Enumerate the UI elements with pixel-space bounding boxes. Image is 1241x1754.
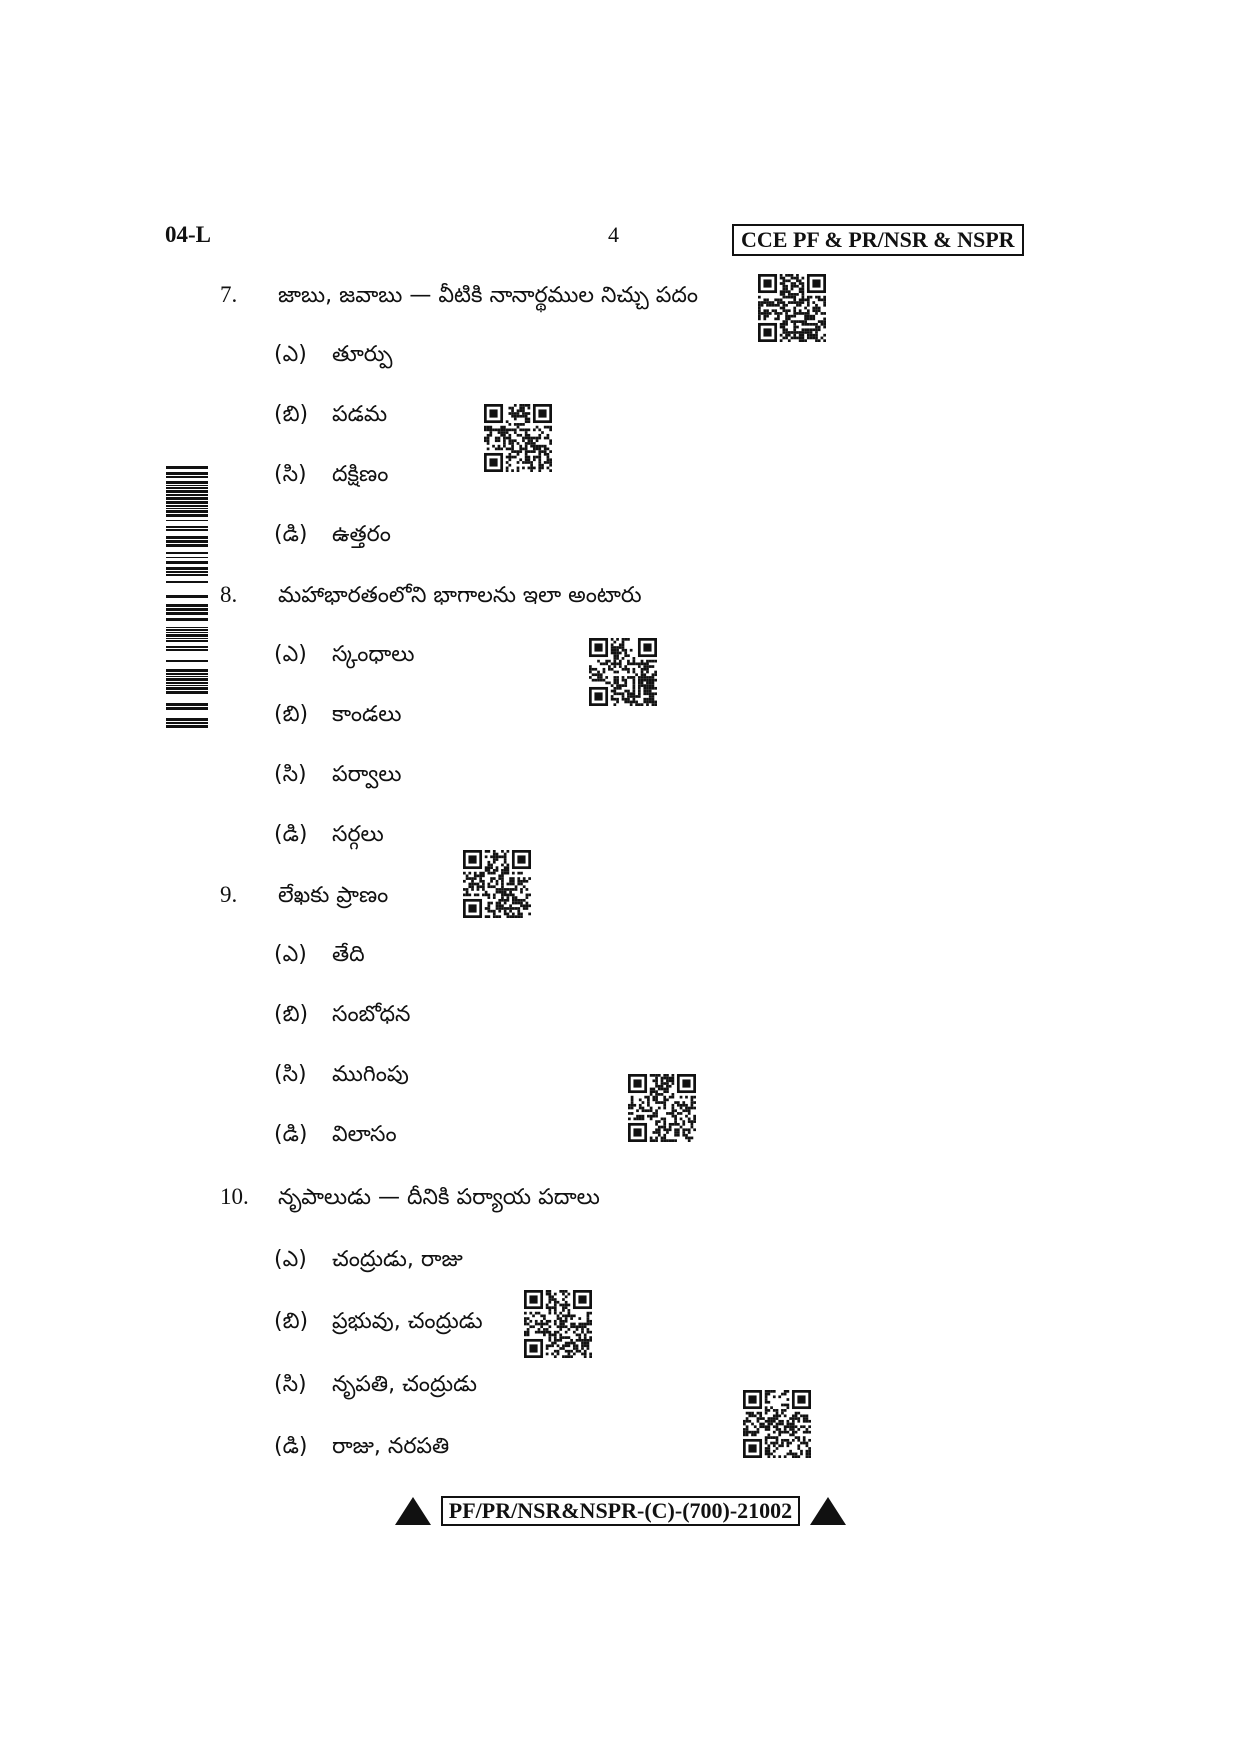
option-text: చంద్రుడు, రాజు [332,1247,463,1272]
question-number: 10. [220,1184,249,1209]
option-text: పడమ [332,402,388,427]
option-label: (బి) [274,1002,309,1027]
question-text: లేఖకు ప్రాణం [278,883,389,908]
footer-code: PF/PR/NSR&NSPR-(C)-(700)-21002 [441,1496,800,1526]
barcode-image [166,466,208,728]
qr-code-icon [484,404,552,472]
question-number: 8. [220,582,238,607]
option-label: (డి) [274,1122,308,1147]
qr-code-icon [743,1390,811,1458]
option-label: (ఎ) [274,1247,307,1272]
option-text: ప్రభువు, చంద్రుడు [332,1309,483,1334]
question-10 [220,1182,600,1213]
option-b[interactable] [274,1307,483,1337]
option-text: రాజు, నరపతి [332,1434,450,1459]
option-a[interactable] [274,340,392,370]
option-text: ఉత్తరం [332,522,391,547]
option-label: (డి) [274,1434,308,1459]
option-text: స్కంధాలు [332,642,415,667]
option-label: (డి) [274,522,308,547]
option-label: (సి) [274,1372,307,1397]
qr-code-icon [524,1290,592,1358]
option-label: (సి) [274,462,307,487]
option-d[interactable] [274,1432,449,1462]
option-label: (ఎ) [274,942,307,967]
paper-code: 04-L [165,222,211,247]
triangle-icon [395,1497,431,1525]
option-a[interactable] [274,1245,463,1275]
question-text: నృపాలుడు — దీనికి పర్యాయ పదాలు [278,1185,600,1210]
question-7 [220,280,698,311]
option-text: కాండలు [332,702,402,727]
option-text: సర్గలు [332,822,384,847]
question-text: మహాభారతంలోని భాగాలను ఇలా అంటారు [278,583,642,608]
option-label: (సి) [274,1062,307,1087]
option-text: దక్షిణం [332,462,389,487]
option-b[interactable] [274,700,401,730]
option-text: విలాసం [332,1122,397,1147]
option-text: పర్వాలు [332,762,402,787]
question-number: 9. [220,882,238,907]
option-label: (ఎ) [274,342,307,367]
question-text: జాబు, జవాబు — వీటికి నానార్థముల నిచ్చు పదం [278,283,699,308]
page-number: 4 [608,222,619,247]
option-b[interactable] [274,1000,411,1030]
question-number: 7. [220,282,238,307]
option-text: తూర్పు [332,342,393,367]
question-9 [220,880,388,911]
question-8 [220,580,642,611]
qr-code-icon [758,274,826,342]
option-d[interactable] [274,1120,397,1150]
option-c[interactable] [274,1370,477,1400]
option-a[interactable] [274,640,414,670]
qr-code-icon [628,1074,696,1142]
triangle-icon [810,1497,846,1525]
option-a[interactable] [274,940,365,970]
option-label: (ఎ) [274,642,307,667]
option-label: (డి) [274,822,308,847]
option-label: (బి) [274,1309,309,1334]
option-text: తేది [332,942,365,967]
qr-code-icon [589,638,657,706]
option-c[interactable] [274,460,388,490]
option-text: ముగింపు [332,1062,409,1087]
page-footer [0,1496,1241,1526]
option-d[interactable] [274,520,391,550]
option-label: (బి) [274,402,309,427]
option-label: (సి) [274,762,307,787]
qr-code-icon [463,850,531,918]
option-d[interactable] [274,820,384,850]
option-text: నృపతి, చంద్రుడు [332,1372,477,1397]
exam-code-box: CCE PF & PR/NSR & NSPR [732,224,1024,256]
option-text: సంబోధన [332,1002,411,1027]
option-label: (బి) [274,702,309,727]
option-c[interactable] [274,760,402,790]
option-b[interactable] [274,400,387,430]
option-c[interactable] [274,1060,409,1090]
